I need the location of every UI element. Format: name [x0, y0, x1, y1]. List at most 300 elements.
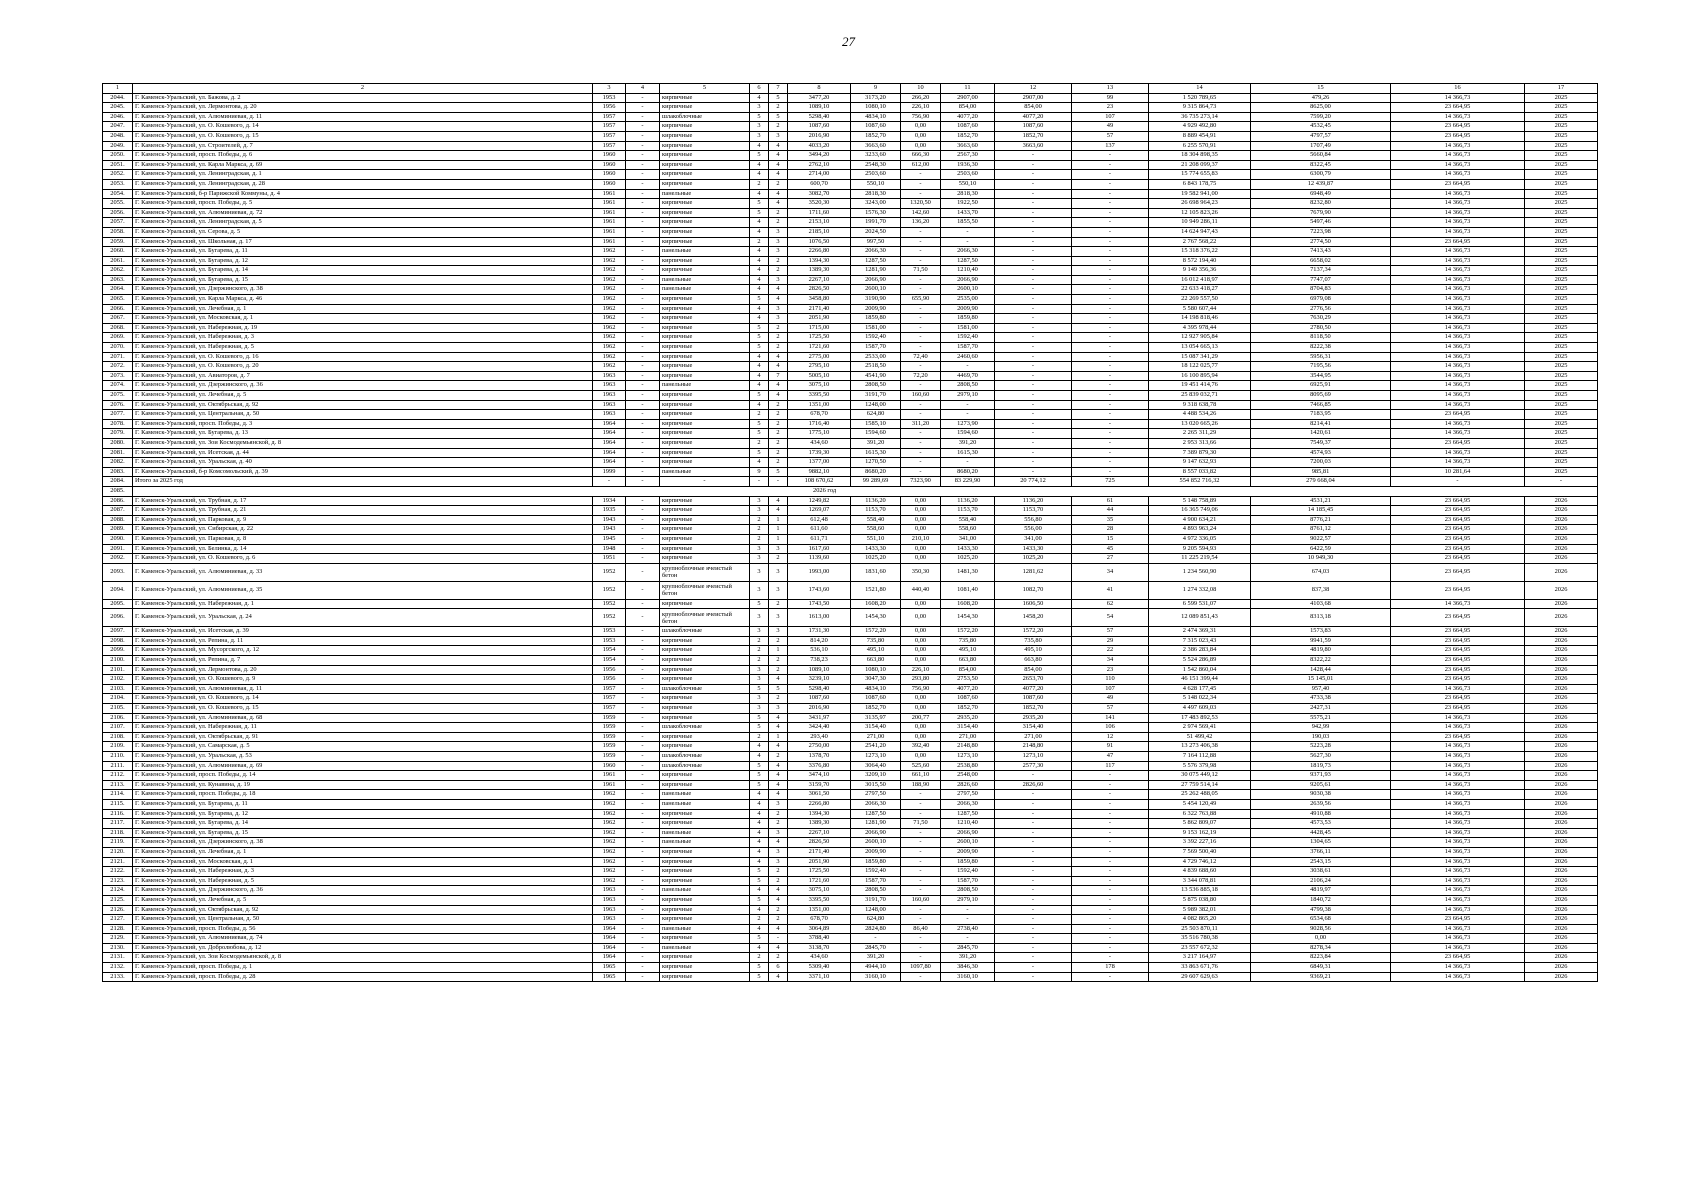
table-cell: 4 — [750, 141, 769, 151]
table-cell: 2025 — [1525, 467, 1598, 477]
table-cell: 8278,34 — [1251, 943, 1391, 953]
table-cell: 2025 — [1525, 227, 1598, 237]
table-cell: 1725,50 — [788, 333, 851, 343]
table-cell: 7 569 500,40 — [1149, 847, 1251, 857]
table-cell: 2826,60 — [941, 780, 995, 790]
table-cell: 2025 — [1525, 333, 1598, 343]
table-cell: 4 — [750, 752, 769, 762]
table-row — [103, 943, 1598, 953]
table-row — [103, 599, 1598, 609]
table-cell: 1087,60 — [851, 694, 901, 704]
table-cell: - — [995, 314, 1072, 324]
table-cell: кирпичные — [660, 227, 750, 237]
table-cell: 14 366,73 — [1391, 934, 1525, 944]
table-cell: 2 974 569,41 — [1149, 723, 1251, 733]
table-cell: 14 624 947,43 — [1149, 227, 1251, 237]
table-cell: 14 366,73 — [1391, 847, 1525, 857]
table-cell: - — [941, 410, 995, 420]
table-cell: 4541,90 — [851, 371, 901, 381]
table-cell: 391,20 — [851, 438, 901, 448]
table-cell: 7200,03 — [1251, 458, 1391, 468]
table-cell: панельные — [660, 943, 750, 953]
table-cell: кирпичные — [660, 400, 750, 410]
address-cell: Г. Каменск-Уральский, ул. Бугарева, д. 15 — [133, 275, 593, 285]
table-cell: кирпичные — [660, 419, 750, 429]
table-cell: 2111. — [103, 761, 133, 771]
table-cell: 2087. — [103, 506, 133, 516]
table-row — [103, 438, 1598, 448]
table-cell: 2026 — [1525, 656, 1598, 666]
table-cell: 6925,91 — [1251, 381, 1391, 391]
table-cell: 550,10 — [851, 179, 901, 189]
table-cell: 1304,65 — [1251, 838, 1391, 848]
address-cell: Г. Каменск-Уральский, ул. О. Кошевого, д. 16 — [133, 352, 593, 362]
total-cell: 108 670,62 — [788, 477, 851, 487]
table-cell: 1954 — [593, 646, 626, 656]
table-cell: 5 — [750, 867, 769, 877]
table-cell: 4 — [769, 199, 788, 209]
table-cell: - — [1072, 314, 1149, 324]
table-cell: 4 — [750, 857, 769, 867]
table-row — [103, 684, 1598, 694]
table-cell: 47 — [1072, 752, 1149, 762]
table-cell: 1964 — [593, 934, 626, 944]
table-cell: 23 664,95 — [1391, 665, 1525, 675]
table-cell: 3243,00 — [851, 199, 901, 209]
table-cell: 2026 — [1525, 525, 1598, 535]
table-cell: - — [901, 285, 941, 295]
table-cell: 1859,80 — [851, 857, 901, 867]
table-cell: 756,90 — [901, 112, 941, 122]
table-cell: - — [1072, 189, 1149, 199]
table-cell: 2051,90 — [788, 857, 851, 867]
table-row — [103, 886, 1598, 896]
table-cell: 2797,50 — [941, 790, 995, 800]
table-cell: 4 — [750, 189, 769, 199]
table-cell: 1963 — [593, 410, 626, 420]
table-cell: 1943 — [593, 515, 626, 525]
table-cell: 25 262 488,05 — [1149, 790, 1251, 800]
column-header: 12 — [995, 84, 1072, 94]
table-cell: 2548,00 — [941, 771, 995, 781]
table-cell: 1962 — [593, 876, 626, 886]
table-cell: - — [901, 448, 941, 458]
table-cell: 23 664,95 — [1391, 410, 1525, 420]
table-cell: 2056. — [103, 208, 133, 218]
table-cell: 2 — [769, 752, 788, 762]
table-cell: 4 — [769, 170, 788, 180]
table-cell: 2026 — [1525, 847, 1598, 857]
table-cell: кирпичные — [660, 867, 750, 877]
table-row — [103, 742, 1598, 752]
table-cell: - — [1072, 429, 1149, 439]
total-cell: 279 668,04 — [1251, 477, 1391, 487]
table-cell: 1711,60 — [788, 208, 851, 218]
table-cell: 4 — [750, 943, 769, 953]
table-cell: кирпичные — [660, 675, 750, 685]
table-cell: 188,90 — [901, 780, 941, 790]
table-cell: 1287,50 — [941, 256, 995, 266]
table-row — [103, 953, 1598, 963]
table-cell: 2121. — [103, 857, 133, 867]
table-cell: 7679,90 — [1251, 208, 1391, 218]
table-cell: 0,00 — [901, 141, 941, 151]
table-cell: 1965 — [593, 972, 626, 982]
table-cell: 1935 — [593, 506, 626, 516]
table-cell: - — [941, 905, 995, 915]
table-cell: 2 — [769, 103, 788, 113]
table-cell: 942,99 — [1251, 723, 1391, 733]
table-cell: - — [941, 237, 995, 247]
table-cell: 2518,50 — [851, 362, 901, 372]
table-cell: 1716,40 — [788, 419, 851, 429]
table-cell: 4532,45 — [1251, 122, 1391, 132]
table-cell: - — [1072, 381, 1149, 391]
table-cell: 7599,20 — [1251, 112, 1391, 122]
table-cell: 814,20 — [788, 636, 851, 646]
table-cell: 8322,22 — [1251, 656, 1391, 666]
table-cell: - — [941, 458, 995, 468]
table-cell: 3 — [750, 563, 769, 581]
table-cell: - — [901, 410, 941, 420]
table-cell: 210,10 — [901, 534, 941, 544]
table-cell: 0,00 — [901, 732, 941, 742]
table-cell: 4 — [769, 886, 788, 896]
table-cell: 1521,80 — [851, 581, 901, 599]
table-cell: 2 — [769, 218, 788, 228]
table-cell: 2026 — [1525, 636, 1598, 646]
table-cell: 23 664,95 — [1391, 534, 1525, 544]
table-cell: - — [1072, 304, 1149, 314]
address-cell: Г. Каменск-Уральский, ул. Репина, д. 11 — [133, 636, 593, 646]
table-row — [103, 179, 1598, 189]
table-cell: 2 — [750, 525, 769, 535]
table-cell: 8095,69 — [1251, 391, 1391, 401]
table-cell: 3 — [750, 581, 769, 599]
table-cell: 2025 — [1525, 199, 1598, 209]
table-cell: 1852,70 — [851, 704, 901, 714]
table-cell: 2066,30 — [851, 247, 901, 257]
table-cell: - — [901, 170, 941, 180]
table-cell: - — [626, 266, 660, 276]
table-cell: кирпичные — [660, 780, 750, 790]
table-cell: 1707,49 — [1251, 141, 1391, 151]
table-cell: 23 664,95 — [1391, 131, 1525, 141]
table-cell: 3138,70 — [788, 943, 851, 953]
table-cell: - — [901, 362, 941, 372]
table-cell: 5 524 286,89 — [1149, 656, 1251, 666]
table-cell: панельные — [660, 285, 750, 295]
table-cell: 1592,40 — [851, 867, 901, 877]
table-cell: 2148,80 — [995, 742, 1072, 752]
table-cell: 391,20 — [941, 438, 995, 448]
table-cell: 0,00 — [901, 506, 941, 516]
table-cell: 1287,50 — [851, 256, 901, 266]
table-cell: 2535,00 — [941, 295, 995, 305]
table-cell: 8625,00 — [1251, 103, 1391, 113]
table-cell: 2106,24 — [1251, 876, 1391, 886]
table-cell: шлакоблочные — [660, 112, 750, 122]
table-cell: 4 — [769, 496, 788, 506]
table-cell: 2808,50 — [941, 886, 995, 896]
table-cell: кирпичные — [660, 362, 750, 372]
table-cell: - — [626, 371, 660, 381]
table-cell: 1957 — [593, 694, 626, 704]
table-cell: 663,80 — [851, 656, 901, 666]
table-cell: 14 366,73 — [1391, 790, 1525, 800]
table-row — [103, 581, 1598, 599]
section-number: 2085. — [103, 486, 133, 496]
table-cell: 1153,70 — [995, 506, 1072, 516]
table-cell: 45 — [1072, 544, 1149, 554]
table-cell: 14 366,73 — [1391, 189, 1525, 199]
table-cell: 2026 — [1525, 684, 1598, 694]
table-cell: 2025 — [1525, 179, 1598, 189]
table-cell: 8 572 194,40 — [1149, 256, 1251, 266]
address-cell: Г. Каменск-Уральский, ул. Дзержинского, д. 36 — [133, 886, 593, 896]
table-cell: 107 — [1072, 112, 1149, 122]
table-row — [103, 876, 1598, 886]
table-cell: кирпичные — [660, 742, 750, 752]
table-cell: 34 — [1072, 656, 1149, 666]
table-cell: 106 — [1072, 723, 1149, 733]
table-cell: 2045. — [103, 103, 133, 113]
table-cell: 28 — [1072, 525, 1149, 535]
table-cell: панельные — [660, 886, 750, 896]
table-cell: - — [1072, 819, 1149, 829]
table-cell: 2052. — [103, 170, 133, 180]
table-row — [103, 790, 1598, 800]
table-cell: 13 020 665,26 — [1149, 419, 1251, 429]
table-cell: 2095. — [103, 599, 133, 609]
table-cell: - — [995, 333, 1072, 343]
table-cell: 350,30 — [901, 563, 941, 581]
table-cell: 2600,10 — [851, 285, 901, 295]
table-cell: - — [626, 761, 660, 771]
table-cell: 1999 — [593, 467, 626, 477]
table-cell: 854,00 — [995, 665, 1072, 675]
table-cell: 14 366,73 — [1391, 93, 1525, 103]
address-cell: Г. Каменск-Уральский, ул. Октябрьская, д. 92 — [133, 400, 593, 410]
table-cell: 23 664,95 — [1391, 704, 1525, 714]
address-cell: Г. Каменск-Уральский, ул. Трубная, д. 21 — [133, 506, 593, 516]
table-cell: 4 — [769, 391, 788, 401]
address-cell: Г. Каменск-Уральский, ул. О. Кошевого, д. 15 — [133, 704, 593, 714]
table-cell: 4 488 534,26 — [1149, 410, 1251, 420]
table-cell: 5 — [750, 419, 769, 429]
table-cell: 2103. — [103, 684, 133, 694]
address-cell: Г. Каменск-Уральский, ул. О. Кошевого, д. 20 — [133, 362, 593, 372]
table-row — [103, 227, 1598, 237]
table-cell: 2066,30 — [941, 799, 995, 809]
table-cell: 4 — [769, 141, 788, 151]
table-cell: 41 — [1072, 581, 1149, 599]
table-cell: - — [626, 103, 660, 113]
table-cell: 1087,60 — [995, 122, 1072, 132]
table-cell: кирпичные — [660, 694, 750, 704]
table-cell: 5 — [750, 876, 769, 886]
table-cell: 190,03 — [1251, 732, 1391, 742]
table-cell: 2113. — [103, 780, 133, 790]
table-cell: 23 664,95 — [1391, 646, 1525, 656]
table-cell: 624,80 — [851, 915, 901, 925]
table-cell: 4 — [769, 895, 788, 905]
table-cell: 2026 — [1525, 886, 1598, 896]
table-cell: 655,90 — [901, 295, 941, 305]
address-cell: Г. Каменск-Уральский, ул. Авиаторов, д. 7 — [133, 371, 593, 381]
table-cell: 4 — [750, 458, 769, 468]
table-cell: - — [626, 391, 660, 401]
table-cell: 226,10 — [901, 665, 941, 675]
table-row — [103, 496, 1598, 506]
table-cell: 1962 — [593, 275, 626, 285]
table-cell: 4 — [769, 160, 788, 170]
table-cell: 271,00 — [995, 732, 1072, 742]
table-cell: 2067. — [103, 314, 133, 324]
table-cell: 71,50 — [901, 266, 941, 276]
table-cell: 5 — [750, 684, 769, 694]
table-cell: - — [626, 218, 660, 228]
table-cell: - — [626, 886, 660, 896]
table-cell: 1962 — [593, 295, 626, 305]
table-cell: 2 — [769, 636, 788, 646]
table-cell: 2098. — [103, 636, 133, 646]
table-cell: 14 366,73 — [1391, 247, 1525, 257]
table-cell: 3 — [750, 694, 769, 704]
table-cell: 2795,10 — [788, 362, 851, 372]
table-cell: 14 366,73 — [1391, 905, 1525, 915]
table-row — [103, 362, 1598, 372]
address-cell: Г. Каменск-Уральский, ул. Алюминиевая, д. 11 — [133, 112, 593, 122]
table-cell: 0,00 — [901, 723, 941, 733]
column-header: 6 — [750, 84, 769, 94]
table-cell: 1961 — [593, 208, 626, 218]
table-cell: 2808,50 — [851, 381, 901, 391]
table-cell: 1087,60 — [788, 694, 851, 704]
table-cell: 4 929 492,80 — [1149, 122, 1251, 132]
table-cell: - — [995, 285, 1072, 295]
table-cell: 2110. — [103, 752, 133, 762]
table-cell: 3 — [769, 857, 788, 867]
table-cell: 612,48 — [788, 515, 851, 525]
table-cell: 2 265 311,29 — [1149, 429, 1251, 439]
table-cell: 2 — [769, 809, 788, 819]
table-cell: 3160,10 — [941, 972, 995, 982]
table-cell: 2025 — [1525, 458, 1598, 468]
table-cell: 1428,44 — [1251, 665, 1391, 675]
table-cell: 1951 — [593, 554, 626, 564]
table-cell: 9 153 162,19 — [1149, 828, 1251, 838]
table-cell: 2 — [750, 534, 769, 544]
table-cell: - — [995, 352, 1072, 362]
table-cell: 23 664,95 — [1391, 656, 1525, 666]
table-cell: - — [626, 323, 660, 333]
table-row — [103, 419, 1598, 429]
table-cell: 2025 — [1525, 323, 1598, 333]
table-cell: - — [901, 905, 941, 915]
table-cell: 2267,10 — [788, 828, 851, 838]
table-cell: 2065. — [103, 295, 133, 305]
table-cell: 5 — [750, 780, 769, 790]
table-cell: 2116. — [103, 809, 133, 819]
table-row — [103, 256, 1598, 266]
table-cell: 3154,40 — [995, 723, 1072, 733]
table-cell: 23 664,95 — [1391, 179, 1525, 189]
table-cell: 2046. — [103, 112, 133, 122]
table-cell: - — [901, 343, 941, 353]
table-cell: 9882,10 — [788, 467, 851, 477]
table-cell: - — [626, 304, 660, 314]
table-cell: 293,80 — [901, 675, 941, 685]
table-cell: 0,00 — [901, 646, 941, 656]
table-cell: 8776,21 — [1251, 515, 1391, 525]
table-cell: 23 664,95 — [1391, 915, 1525, 925]
table-cell: 4 — [750, 266, 769, 276]
table-cell: - — [995, 963, 1072, 973]
address-cell: Г. Каменск-Уральский, б-р Комсомольский, д. 39 — [133, 467, 593, 477]
table-cell: 1959 — [593, 713, 626, 723]
table-cell: 23 664,95 — [1391, 544, 1525, 554]
table-cell: шлакоблочные — [660, 752, 750, 762]
table-cell: - — [995, 419, 1072, 429]
table-cell: 2 — [750, 656, 769, 666]
table-cell: 1389,30 — [788, 819, 851, 829]
table-cell: - — [626, 160, 660, 170]
table-cell: - — [1072, 400, 1149, 410]
table-cell: - — [901, 304, 941, 314]
table-cell: 2503,60 — [941, 170, 995, 180]
table-cell: - — [626, 819, 660, 829]
table-cell: 3061,50 — [788, 790, 851, 800]
table-cell: 1087,60 — [941, 694, 995, 704]
table-cell: 23 664,95 — [1391, 627, 1525, 637]
table-cell: 19 582 941,00 — [1149, 189, 1251, 199]
table-cell: 1964 — [593, 924, 626, 934]
table-cell: 2099. — [103, 646, 133, 656]
table-cell: 23 — [1072, 665, 1149, 675]
table-cell: панельные — [660, 247, 750, 257]
table-cell: 3 — [769, 247, 788, 257]
table-cell: 1956 — [593, 103, 626, 113]
table-cell: 4 — [750, 247, 769, 257]
table-cell: - — [901, 400, 941, 410]
table-cell: 2026 — [1525, 515, 1598, 525]
table-cell: 3154,40 — [851, 723, 901, 733]
table-cell: кирпичные — [660, 170, 750, 180]
column-header: 7 — [769, 84, 788, 94]
table-cell: 1 — [769, 732, 788, 742]
table-cell: 2935,20 — [995, 713, 1072, 723]
table-cell: 1389,30 — [788, 266, 851, 276]
table-cell: - — [901, 886, 941, 896]
table-row — [103, 515, 1598, 525]
table-cell: 0,00 — [901, 694, 941, 704]
table-cell: 5 — [769, 684, 788, 694]
table-cell: 14 185,45 — [1251, 506, 1391, 516]
address-cell: Г. Каменск-Уральский, просп. Победы, д. 3 — [133, 419, 593, 429]
table-cell: 1592,40 — [941, 333, 995, 343]
table-cell: 2066,30 — [941, 247, 995, 257]
table-cell: 1963 — [593, 400, 626, 410]
table-cell: 1721,60 — [788, 343, 851, 353]
table-cell: 8 557 033,82 — [1149, 467, 1251, 477]
table-cell: 1 234 560,90 — [1149, 563, 1251, 581]
table-cell: - — [995, 943, 1072, 953]
table-cell: 4 628 177,45 — [1149, 684, 1251, 694]
table-cell: 2094. — [103, 581, 133, 599]
table-cell: - — [626, 343, 660, 353]
table-cell: - — [995, 208, 1072, 218]
